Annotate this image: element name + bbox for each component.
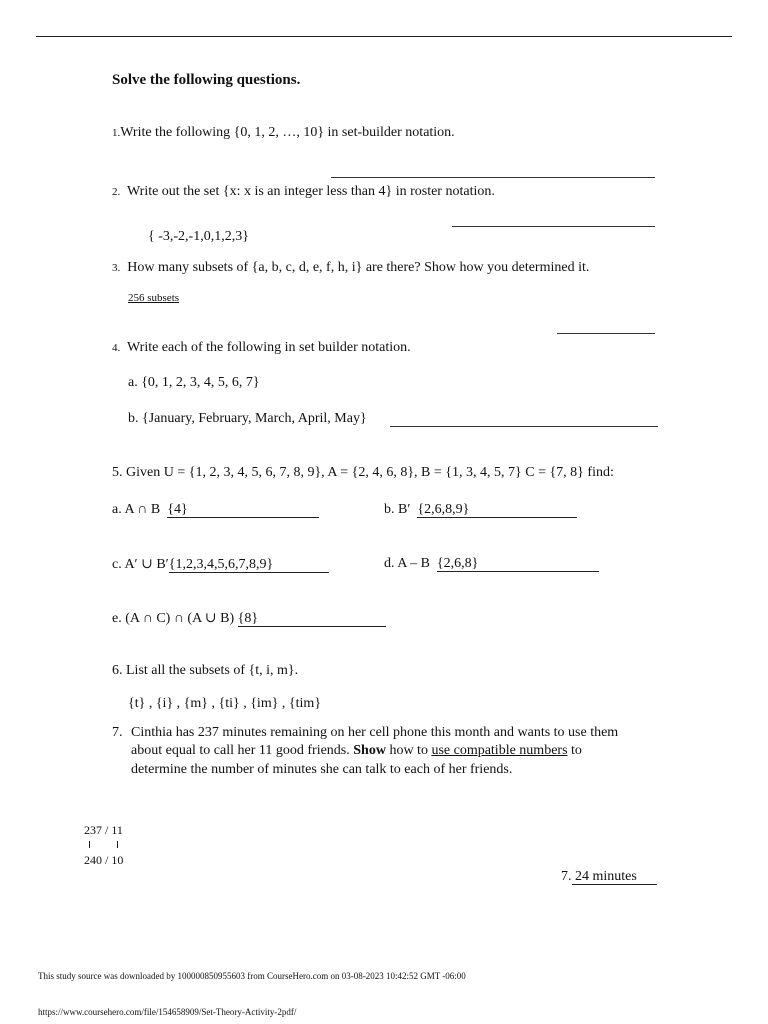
question-3 bbox=[112, 260, 589, 276]
question-7-line-2-post: to bbox=[567, 743, 582, 758]
question-7-answer-value: 24 minutes bbox=[575, 869, 637, 884]
question-3-number: 3. bbox=[112, 262, 121, 274]
question-7-line-2-mid: how to bbox=[385, 743, 432, 758]
question-6: 6. List all the subsets of {t, i, m}. bbox=[112, 663, 299, 678]
answer-blank-4b[interactable] bbox=[390, 426, 658, 427]
question-5: 5. Given U = {1, 2, 3, 4, 5, 6, 7, 8, 9}, A = {2, 4, 6, 8}, B = {1, 3, 4, 5, 7} C = {7, 8} find: bbox=[112, 465, 614, 480]
question-7-show: Show bbox=[353, 743, 386, 758]
question-3-answer: 256 subsets bbox=[128, 292, 180, 304]
question-4-text: Write each of the following in set builder notation. bbox=[127, 340, 411, 355]
question-2-text: Write out the set {x: x is an integer less than 4} in roster notation. bbox=[127, 184, 495, 199]
question-3-text: How many subsets of {a, b, c, d, e, f, h, i} are there? Show how you determined it. bbox=[127, 260, 590, 275]
question-7-answer bbox=[561, 869, 657, 885]
question-5c bbox=[112, 556, 329, 573]
question-5a-answer: {4} bbox=[167, 502, 188, 517]
question-1-text: Write the following {0, 1, 2, …, 10} in set-builder notation. bbox=[120, 125, 455, 140]
work-arrow-right bbox=[117, 841, 118, 848]
question-4 bbox=[112, 340, 411, 356]
question-7-answer-label: 7. bbox=[561, 869, 572, 884]
question-5e-label: e. (A ∩ C) ∩ (A ∪ B) bbox=[112, 611, 235, 626]
question-4-number: 4. bbox=[112, 342, 121, 354]
question-5e-blank[interactable] bbox=[238, 611, 386, 627]
question-5a-label: a. A ∩ B bbox=[112, 502, 161, 517]
question-5b-label: b. B′ bbox=[384, 502, 411, 517]
footer-url[interactable]: https://www.coursehero.com/file/154658909/Set-Theory-Activity-2pdf/ bbox=[38, 1007, 297, 1017]
question-7-line-2-pre: about equal to call her 11 good friends. bbox=[131, 743, 354, 758]
question-7-line-3: determine the number of minutes she can talk to each of her friends. bbox=[131, 762, 513, 777]
question-5c-label: c. A′ ∪ B′ bbox=[112, 557, 169, 572]
question-5c-blank[interactable] bbox=[169, 557, 329, 573]
answer-blank-1[interactable] bbox=[331, 177, 655, 178]
question-2-number: 2. bbox=[112, 186, 121, 198]
footer-source: This study source was downloaded by 100000850955603 from CourseHero.com on 03-08-2023 10:42:52 GMT -06:00 bbox=[38, 971, 466, 981]
question-2 bbox=[112, 184, 495, 200]
question-5b-blank[interactable] bbox=[417, 502, 577, 518]
question-4b: b. {January, February, March, April, May} bbox=[128, 411, 367, 426]
question-5d-blank[interactable] bbox=[437, 556, 599, 572]
question-2-answer: { -3,-2,-1,0,1,2,3} bbox=[148, 229, 249, 244]
question-4a: a. {0, 1, 2, 3, 4, 5, 6, 7} bbox=[128, 375, 260, 390]
question-6-answer: {t} , {i} , {m} , {ti} , {im} , {tim} bbox=[128, 696, 322, 711]
question-7-work-1: 237 / 11 bbox=[84, 823, 123, 837]
question-7-number: 7. bbox=[112, 725, 123, 740]
answer-blank-3[interactable] bbox=[557, 333, 655, 334]
question-5d bbox=[384, 556, 599, 572]
question-7-answer-blank[interactable] bbox=[572, 869, 657, 885]
question-5e-answer: {8} bbox=[237, 611, 259, 626]
question-7-line-2 bbox=[131, 743, 582, 759]
question-1-number: 1. bbox=[112, 127, 121, 139]
work-arrow-left bbox=[89, 841, 90, 848]
question-5a-blank[interactable] bbox=[167, 502, 319, 518]
question-7-work-2: 240 / 10 bbox=[84, 853, 124, 867]
page-heading: Solve the following questions. bbox=[112, 72, 301, 88]
question-7-compatible-numbers: use compatible numbers bbox=[431, 743, 568, 758]
question-5a bbox=[112, 502, 319, 518]
question-5d-label: d. A – B bbox=[384, 556, 430, 571]
question-1 bbox=[112, 125, 455, 141]
question-5b bbox=[384, 502, 577, 518]
question-7-line-1: Cinthia has 237 minutes remaining on her cell phone this month and wants to use them bbox=[131, 725, 619, 740]
answer-blank-2[interactable] bbox=[452, 226, 655, 227]
question-5e bbox=[112, 610, 386, 627]
question-5d-answer: {2,6,8} bbox=[436, 556, 479, 571]
question-5c-answer: {1,2,3,4,5,6,7,8,9} bbox=[168, 557, 274, 572]
top-rule bbox=[36, 36, 732, 37]
question-5b-answer: {2,6,8,9} bbox=[417, 502, 470, 517]
